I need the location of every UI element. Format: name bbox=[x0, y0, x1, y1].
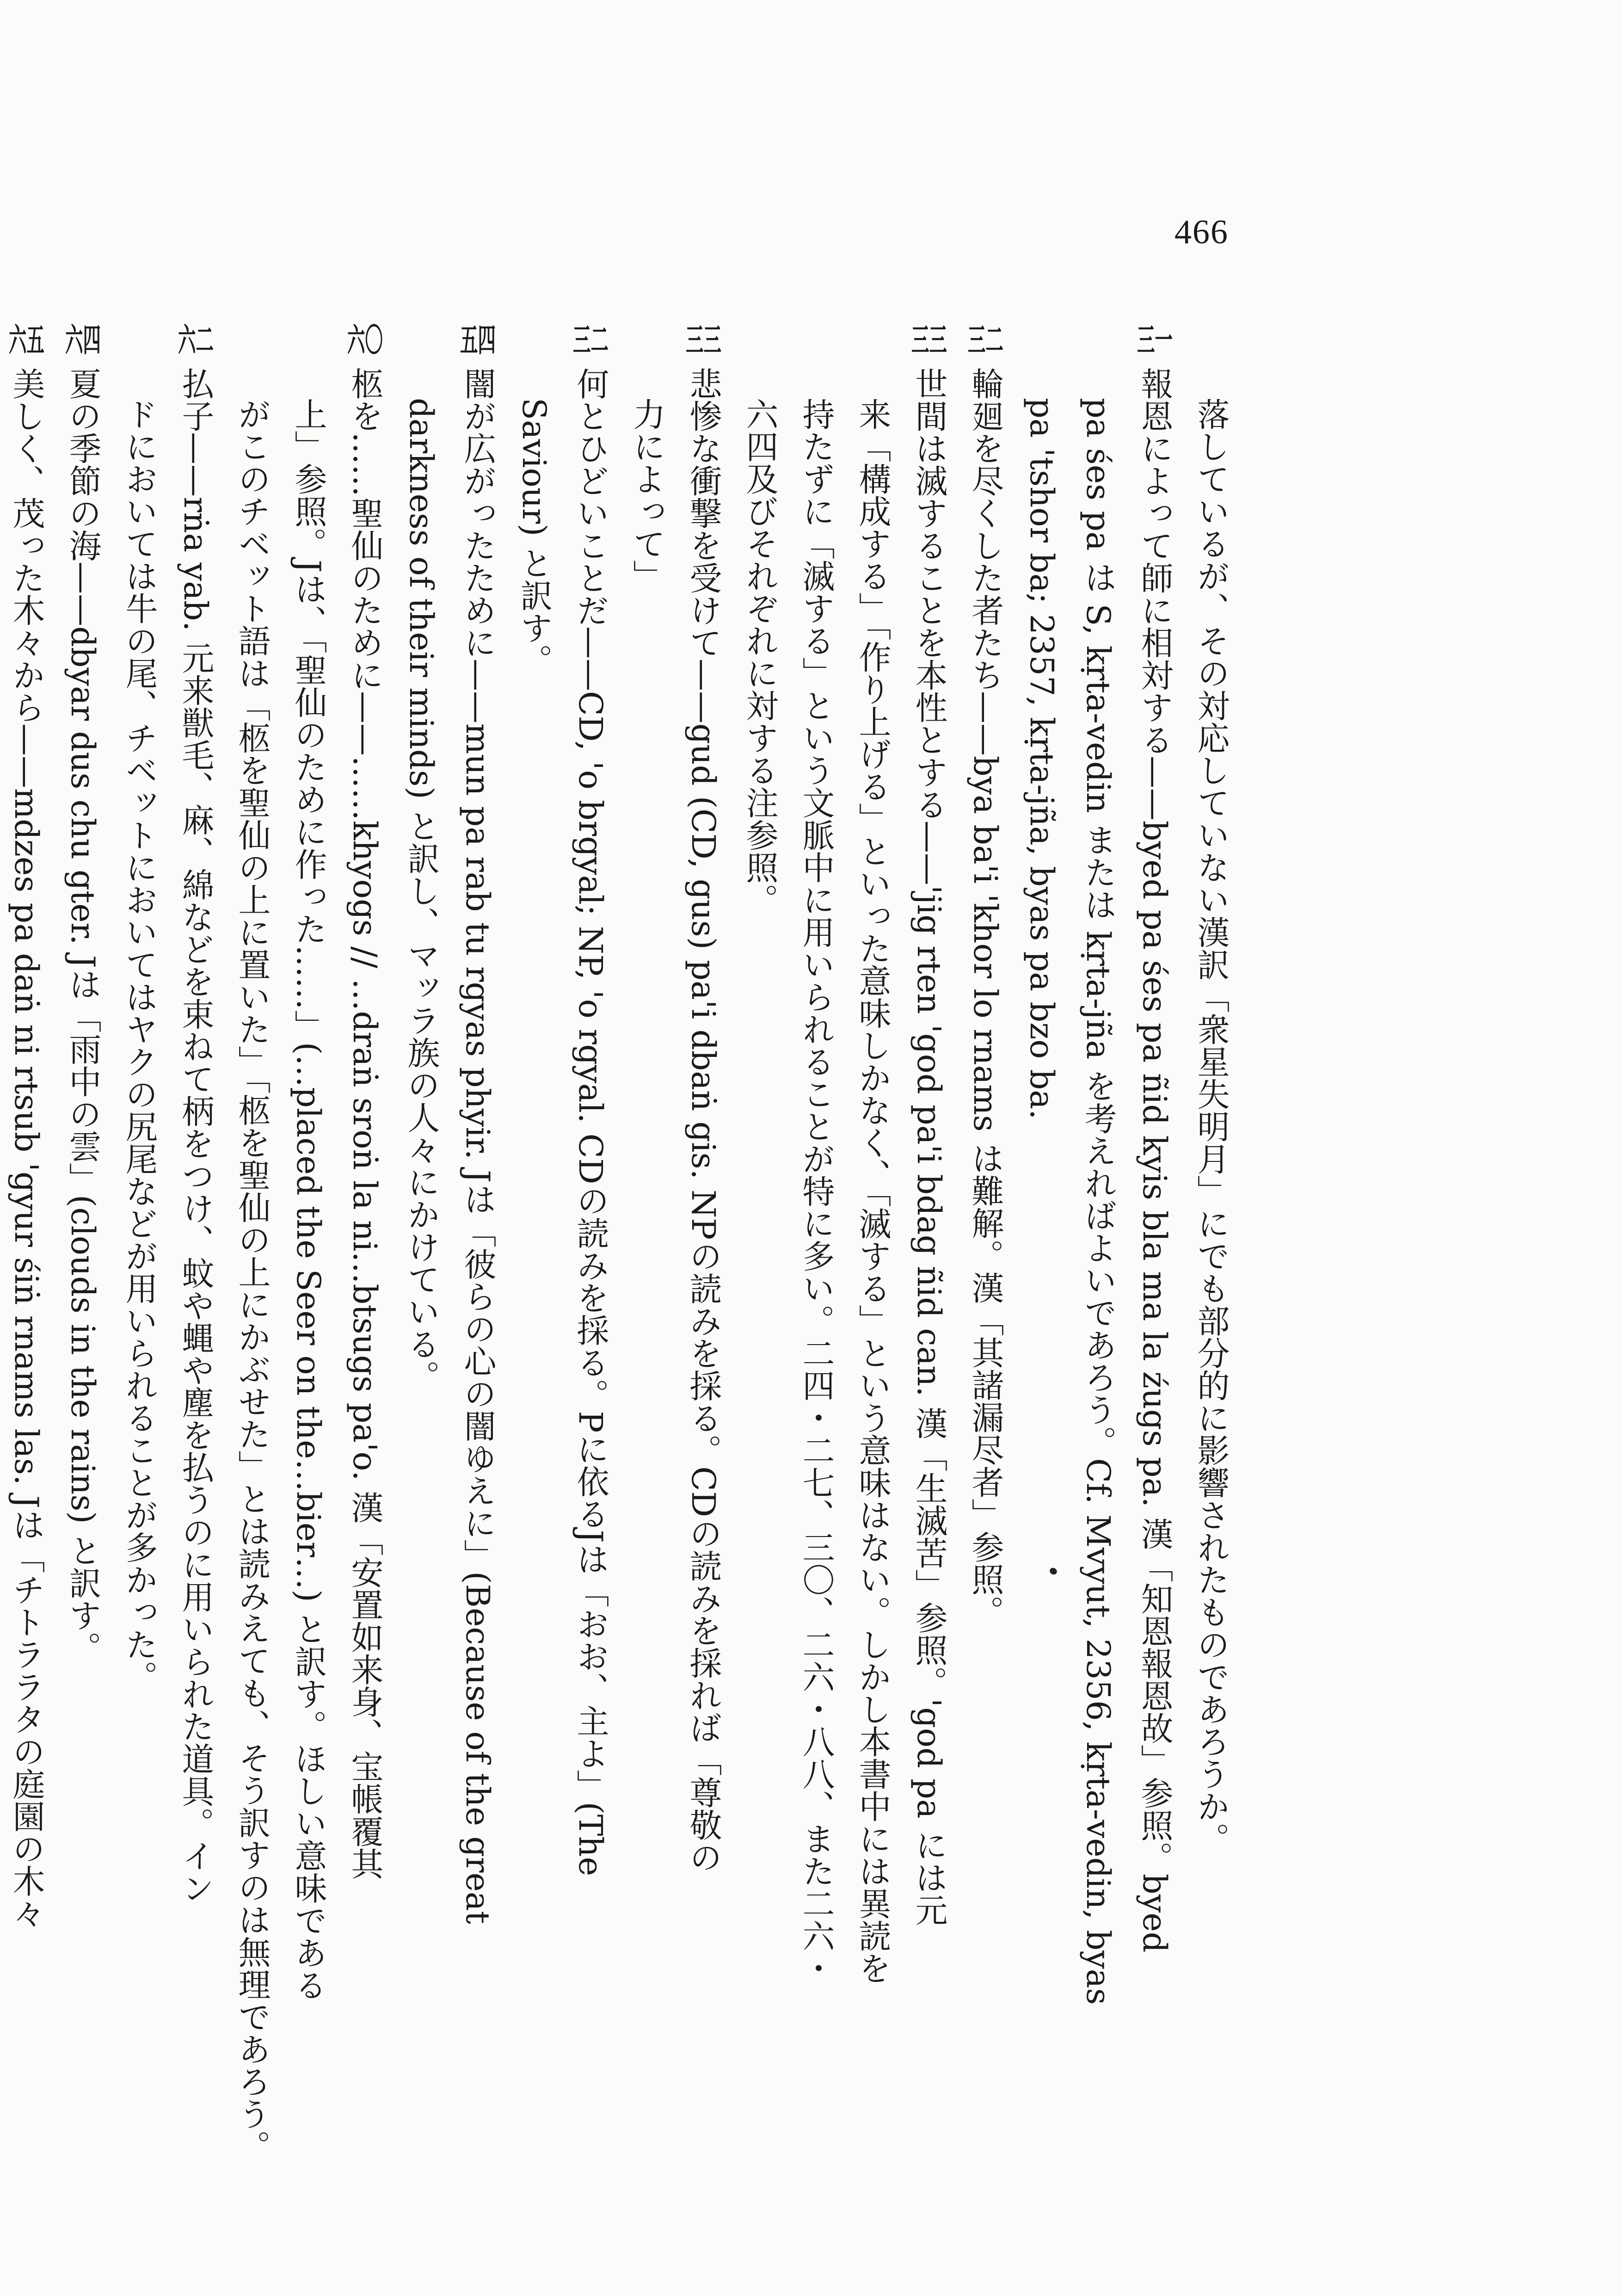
note-number: 六五 bbox=[9, 324, 44, 356]
note-text: 来「構成する」「作り上げる」といった意味しかなく、「滅する」という意味はない。しかし本書中には異読を bbox=[854, 398, 891, 1984]
note-number: 三二 bbox=[573, 324, 609, 356]
note-continuation bbox=[1070, 324, 1126, 2220]
note-entry bbox=[675, 324, 732, 2220]
note-text: darkness of their minds) と訳し、マッラ族の人々にかけている。 bbox=[402, 398, 440, 1393]
note-entry bbox=[449, 324, 506, 2220]
note-continuation bbox=[224, 324, 280, 2220]
note-entry bbox=[55, 324, 111, 2220]
note-text: 輪廻を尽くした者たち——bya ba'i 'khor lo rnams は難解。漢「其諸漏尽者」参照。 bbox=[966, 367, 1004, 1628]
note-continuation bbox=[844, 324, 901, 2220]
note-number: 六二 bbox=[178, 324, 214, 356]
note-continuation bbox=[111, 324, 167, 2220]
note-number: 三三 bbox=[686, 324, 721, 356]
note-entry bbox=[337, 324, 393, 2220]
note-text: 何とひどいことだ——CD, 'o brgyal; NP, 'o rgyal. CDの読みを採る。Pに依るJは「おお、主よ」(The bbox=[572, 367, 609, 1876]
note-text: 払子——rṅa yab. 元来獣毛、麻、綿などを束ねて柄をつけ、蚊や蝿や塵を払うのに用いられた道具。イン bbox=[177, 367, 215, 1905]
note-continuation bbox=[788, 324, 844, 2220]
note-text: がこのチベット語は「柩を聖仙の上に置いた」「柩を聖仙の上にかぶせた」とは読みえても、そう訳すのは無理であろう。 bbox=[233, 398, 271, 2162]
note-text: 持たずに「滅する」という文脈中に用いられることが特に多い。二四・二七、三〇、二六・八八、また二六・ bbox=[797, 398, 835, 1984]
note-text: pa 'tshor ba; 2357, kṛta-jña, byas pa bzo ba. bbox=[1023, 398, 1061, 1120]
note-text: pa śes pa は S, kṛta-vedin または kṛta-jña を考えればよいであろう。Cf. Mvyut, 2356, kṛta-vedin, byas bbox=[1079, 398, 1117, 2005]
note-text: 柩を……聖仙のために——……khyogs // …draṅ sroṅ la ni…btsugs pa'o. 漢「安置如来身、宝帳覆其 bbox=[346, 367, 384, 1880]
note-text: 闇が広がったために——mun pa rab tu rgyas phyir. Jは「彼らの心の闇ゆえに」(Because of the great bbox=[459, 367, 497, 1924]
page-number: 466 bbox=[1174, 213, 1229, 251]
note-text: 力によって」 bbox=[628, 398, 666, 592]
note-number: 五四 bbox=[460, 324, 496, 356]
note-entry bbox=[167, 324, 224, 2220]
note-number: 六〇 bbox=[347, 324, 383, 356]
note-text: 落しているが、その対応していない漢訳「衆星失明月」にでも部分的に影響されたものであろうか。 bbox=[1192, 398, 1230, 1855]
note-number: 三一 bbox=[1137, 324, 1173, 356]
note-continuation bbox=[1014, 324, 1070, 2220]
note-entry bbox=[1126, 324, 1183, 2220]
note-entry bbox=[957, 324, 1014, 2220]
note-text: 美しく、茂った木々から——mdzes pa daṅ ni rtsub 'gyur śiṅ rnams las. Jは「チトララタの庭園の木々 bbox=[7, 367, 45, 1930]
note-continuation bbox=[1183, 324, 1239, 2220]
note-continuation bbox=[619, 324, 675, 2220]
note-text: 夏の季節の海——dbyar dus chu gter. Jは「雨中の雲」(clouds in the rains) と訳す。 bbox=[64, 367, 102, 1664]
note-continuation bbox=[280, 324, 337, 2220]
note-entry bbox=[901, 324, 957, 2220]
notes-text-block bbox=[0, 324, 1239, 2220]
note-entry bbox=[562, 324, 619, 2220]
note-number: 三三 bbox=[911, 324, 947, 356]
note-text: 上」参照。Jは、「聖仙のために作った……」(…placed the Seer on the…bier…) と訳す。ほしい意味である bbox=[289, 398, 327, 2001]
note-text: 六四及びそれぞれに対する注参照。 bbox=[741, 398, 779, 916]
note-text: 悲惨な衝撃を受けて——gud (CD, gus) pa'i dbaṅ gis. NPの読みを採る。CDの読みを採れば「尊敬の bbox=[684, 367, 722, 1874]
note-number: 三二 bbox=[968, 324, 1003, 356]
note-text: Saviour) と訳す。 bbox=[515, 398, 553, 676]
note-continuation bbox=[393, 324, 449, 2220]
note-text: 報恩によって師に相対する——byed pa śes pa ñid kyis bla ma la źugs pa. 漢「知恩報恩故」参照。byed bbox=[1136, 367, 1174, 1953]
note-continuation bbox=[506, 324, 562, 2220]
note-text: ドにおいては牛の尾、チベットにおいてはヤクの尻尾などが用いられることが多かった。 bbox=[120, 398, 158, 1693]
note-continuation bbox=[732, 324, 788, 2220]
note-number: 六四 bbox=[65, 324, 101, 356]
note-text: 世間は滅することを本性とする——'jig rten 'god pa'i bdag ñid can. 漢「生滅苦」参照。'god pa には元 bbox=[910, 367, 948, 1926]
note-entry bbox=[0, 324, 55, 2220]
